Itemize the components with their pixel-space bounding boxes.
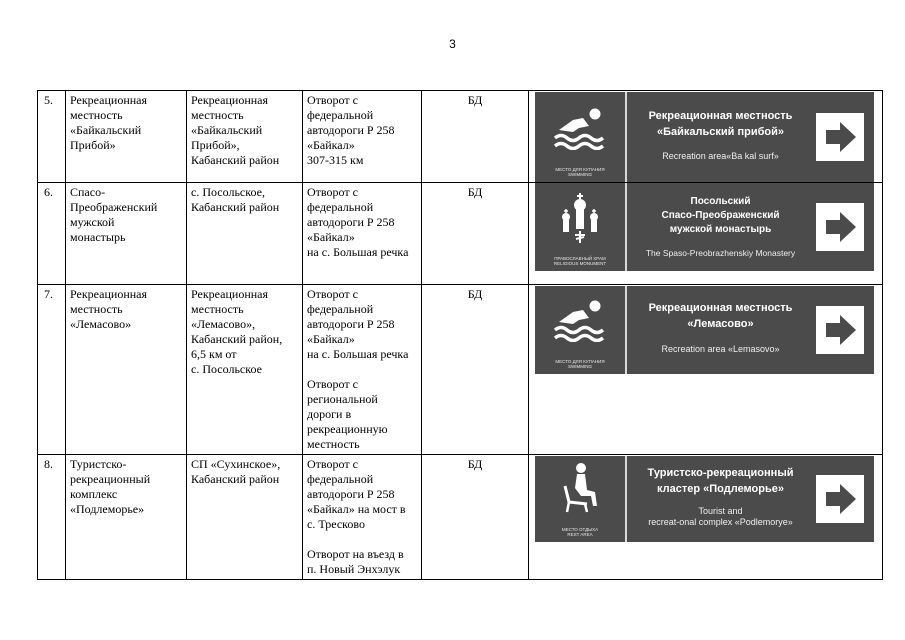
owner-code: БД <box>422 455 529 580</box>
sign-title-en: Tourist and recreat-onal complex «Podlemorye» <box>648 506 793 527</box>
owner-code: БД <box>422 285 529 455</box>
sign-placement: Отворот с федеральной автодороги Р 258 «Байкал» 307-315 км <box>303 91 422 183</box>
sign-title-ru: Рекреационная местность «Лемасово» <box>648 302 793 330</box>
row-number: 8. <box>38 455 66 580</box>
owner-code: БД <box>422 183 529 285</box>
icon-caption: МЕСТО ДЛЯ КУПАНИЯ SWIMMING <box>555 359 605 369</box>
signs-table <box>37 90 883 580</box>
owner-code: БД <box>422 91 529 183</box>
swimmer-icon <box>551 106 609 150</box>
row-number: 6. <box>38 183 66 285</box>
sign-title-en: The Spaso-Preobrazhenskiy Monastery <box>645 248 796 258</box>
sign-placement: Отворот с федеральной автодороги Р 258 «Байкал» на мост в с. Тресково Отворот на въезд в п. Новый Энхэлук <box>303 455 422 580</box>
road-sign <box>535 286 874 374</box>
table-row <box>38 455 883 580</box>
right-arrow-icon <box>816 203 864 251</box>
road-sign <box>535 183 874 271</box>
object-name: Рекреационная местность «Лемасово» <box>66 285 187 455</box>
sign-title-ru: Рекреационная местность «Байкальский прибой» <box>648 110 793 138</box>
object-name: Спасо- Преображенский мужской монастырь <box>66 183 187 285</box>
table-row <box>38 91 883 183</box>
object-name: Туристско- рекреационный комплекс «Подлеморье» <box>66 455 187 580</box>
page-number: 3 <box>449 37 456 51</box>
right-arrow-icon <box>816 113 864 161</box>
road-sign-cell <box>529 455 883 580</box>
sign-placement: Отворот с федеральной автодороги Р 258 «Байкал» на с. Большая речка <box>303 183 422 285</box>
object-name: Рекреационная местность «Байкальский Прибой» <box>66 91 187 183</box>
sign-title-en: Recreation area«Ba kal surf» <box>662 151 779 161</box>
road-sign <box>535 456 874 542</box>
icon-caption: МЕСТО ДЛЯ КУПАНИЯ SWIMMING <box>555 167 605 177</box>
road-sign-cell <box>529 183 883 285</box>
rest-area-icon <box>555 462 605 514</box>
icon-caption: МЕСТО ОТДЫХА REST AREA <box>561 527 599 537</box>
row-number: 5. <box>38 91 66 183</box>
sign-title-ru: Туристско-рекреационный кластер «Подлеморье» <box>647 467 794 495</box>
sign-placement: Отворот с федеральной автодороги Р 258 «Байкал» на с. Большая речка Отворот с региональной дороги в рекреационную местность <box>303 285 422 455</box>
object-location: СП «Сухинское», Кабанский район <box>187 455 303 580</box>
object-location: Рекреационная местность «Лемасово», Кабанский район, 6,5 км от с. Посольское <box>187 285 303 455</box>
table-row <box>38 285 883 455</box>
right-arrow-icon <box>816 306 864 354</box>
icon-caption: ПРАВОСЛАВНЫЙ ХРАМ RELIGIOUS MONUMENT <box>553 256 607 266</box>
row-number: 7. <box>38 285 66 455</box>
right-arrow-icon <box>816 475 864 523</box>
sign-title-ru: Посольский Спасо-Преображенский мужской монастырь <box>661 196 780 235</box>
swimmer-icon <box>551 298 609 342</box>
table-row <box>38 183 883 285</box>
road-sign-cell <box>529 91 883 183</box>
sign-title-en: Recreation area «Lemasovo» <box>661 344 780 354</box>
road-sign <box>535 92 874 182</box>
road-sign-cell <box>529 285 883 455</box>
object-location: с. Посольское, Кабанский район <box>187 183 303 285</box>
church-icon <box>555 191 605 247</box>
object-location: Рекреационная местность «Байкальский Прибой», Кабанский район <box>187 91 303 183</box>
